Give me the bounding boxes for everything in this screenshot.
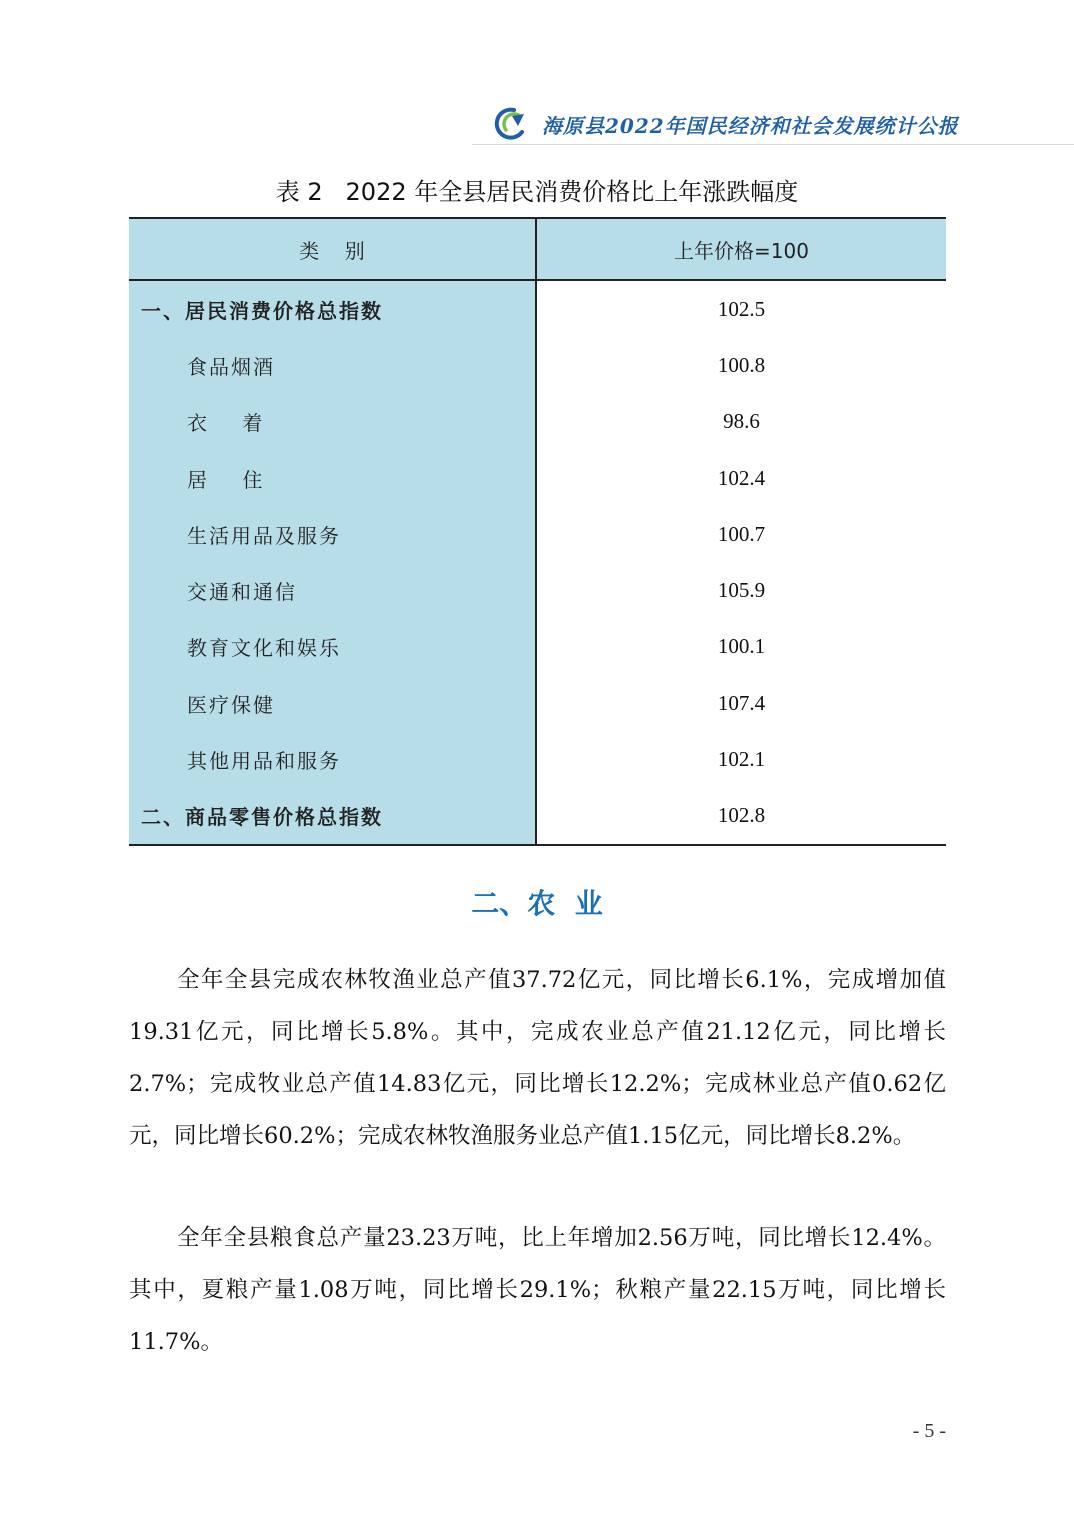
table-row: [129, 788, 946, 845]
row-value: 107.4: [717, 690, 766, 715]
row-value: 102.5: [717, 296, 766, 321]
table-caption: 表 2 2022 年全县居民消费价格比上年涨跌幅度: [275, 178, 799, 206]
report-title: 海原县2022年国民经济和社会发展统计公报: [542, 114, 959, 138]
row-value: 102.1: [717, 747, 766, 772]
table-row: [129, 731, 946, 787]
row-label: 一、居民消费价格总指数: [129, 280, 536, 337]
paragraph-grain-output: 全年全县粮食总产量23.23万吨，比上年增加2.56万吨，同比增长12.4%。其中，夏粮产量1.08万吨，同比增长29.1%；秋粮产量22.15万吨，同比增长11.7%。: [129, 1225, 946, 1355]
table-header-row: [129, 218, 946, 280]
cpi-table: [129, 217, 946, 846]
row-value: 102.8: [536, 788, 946, 845]
table-row: [129, 450, 946, 506]
row-label: 居 住: [129, 450, 536, 506]
row-label: 二、商品零售价格总指数: [129, 788, 536, 845]
row-value: 100.8: [717, 352, 766, 377]
row-label: 衣 着: [129, 394, 536, 450]
table-row: [129, 619, 946, 675]
column-header-value: 上年价格=100: [536, 218, 946, 280]
row-value: 100.7: [717, 521, 766, 546]
row-value: 102.4: [717, 465, 766, 490]
page-number: - 5 -: [912, 1420, 946, 1442]
section-heading: 二、农 业: [471, 887, 603, 920]
table-row: [129, 394, 946, 450]
row-value: 98.6: [723, 409, 760, 434]
table-row: [129, 562, 946, 618]
column-header-category: 类 别: [129, 218, 536, 280]
row-label: 教育文化和娱乐: [129, 619, 536, 675]
row-label: 其他用品和服务: [129, 731, 536, 787]
row-value: 100.1: [717, 634, 766, 659]
table-row: [129, 675, 946, 731]
paragraph-agriculture-output: 全年全县完成农林牧渔业总产值37.72亿元，同比增长6.1%，完成增加值19.31亿元，同比增长5.8%。其中，完成农业总产值21.12亿元，同比增长2.7%；完成牧业总产值14.83亿元，同比增长12.2%；完成林业总产值0.62亿元，同比增长60.2%；完成农林牧渔服务业总产值1.15亿元，同比增长8.2%。: [129, 967, 946, 1149]
page-header: [472, 100, 1074, 145]
table-row: [129, 506, 946, 562]
row-label: 生活用品及服务: [129, 506, 536, 562]
row-value: 105.9: [717, 578, 766, 603]
table-row: [129, 337, 946, 393]
statistics-logo-icon: [492, 106, 530, 140]
row-label: 交通和通信: [129, 562, 536, 618]
row-label: 医疗保健: [129, 675, 536, 731]
table-row: [129, 280, 946, 337]
row-label: 食品烟酒: [129, 337, 536, 393]
